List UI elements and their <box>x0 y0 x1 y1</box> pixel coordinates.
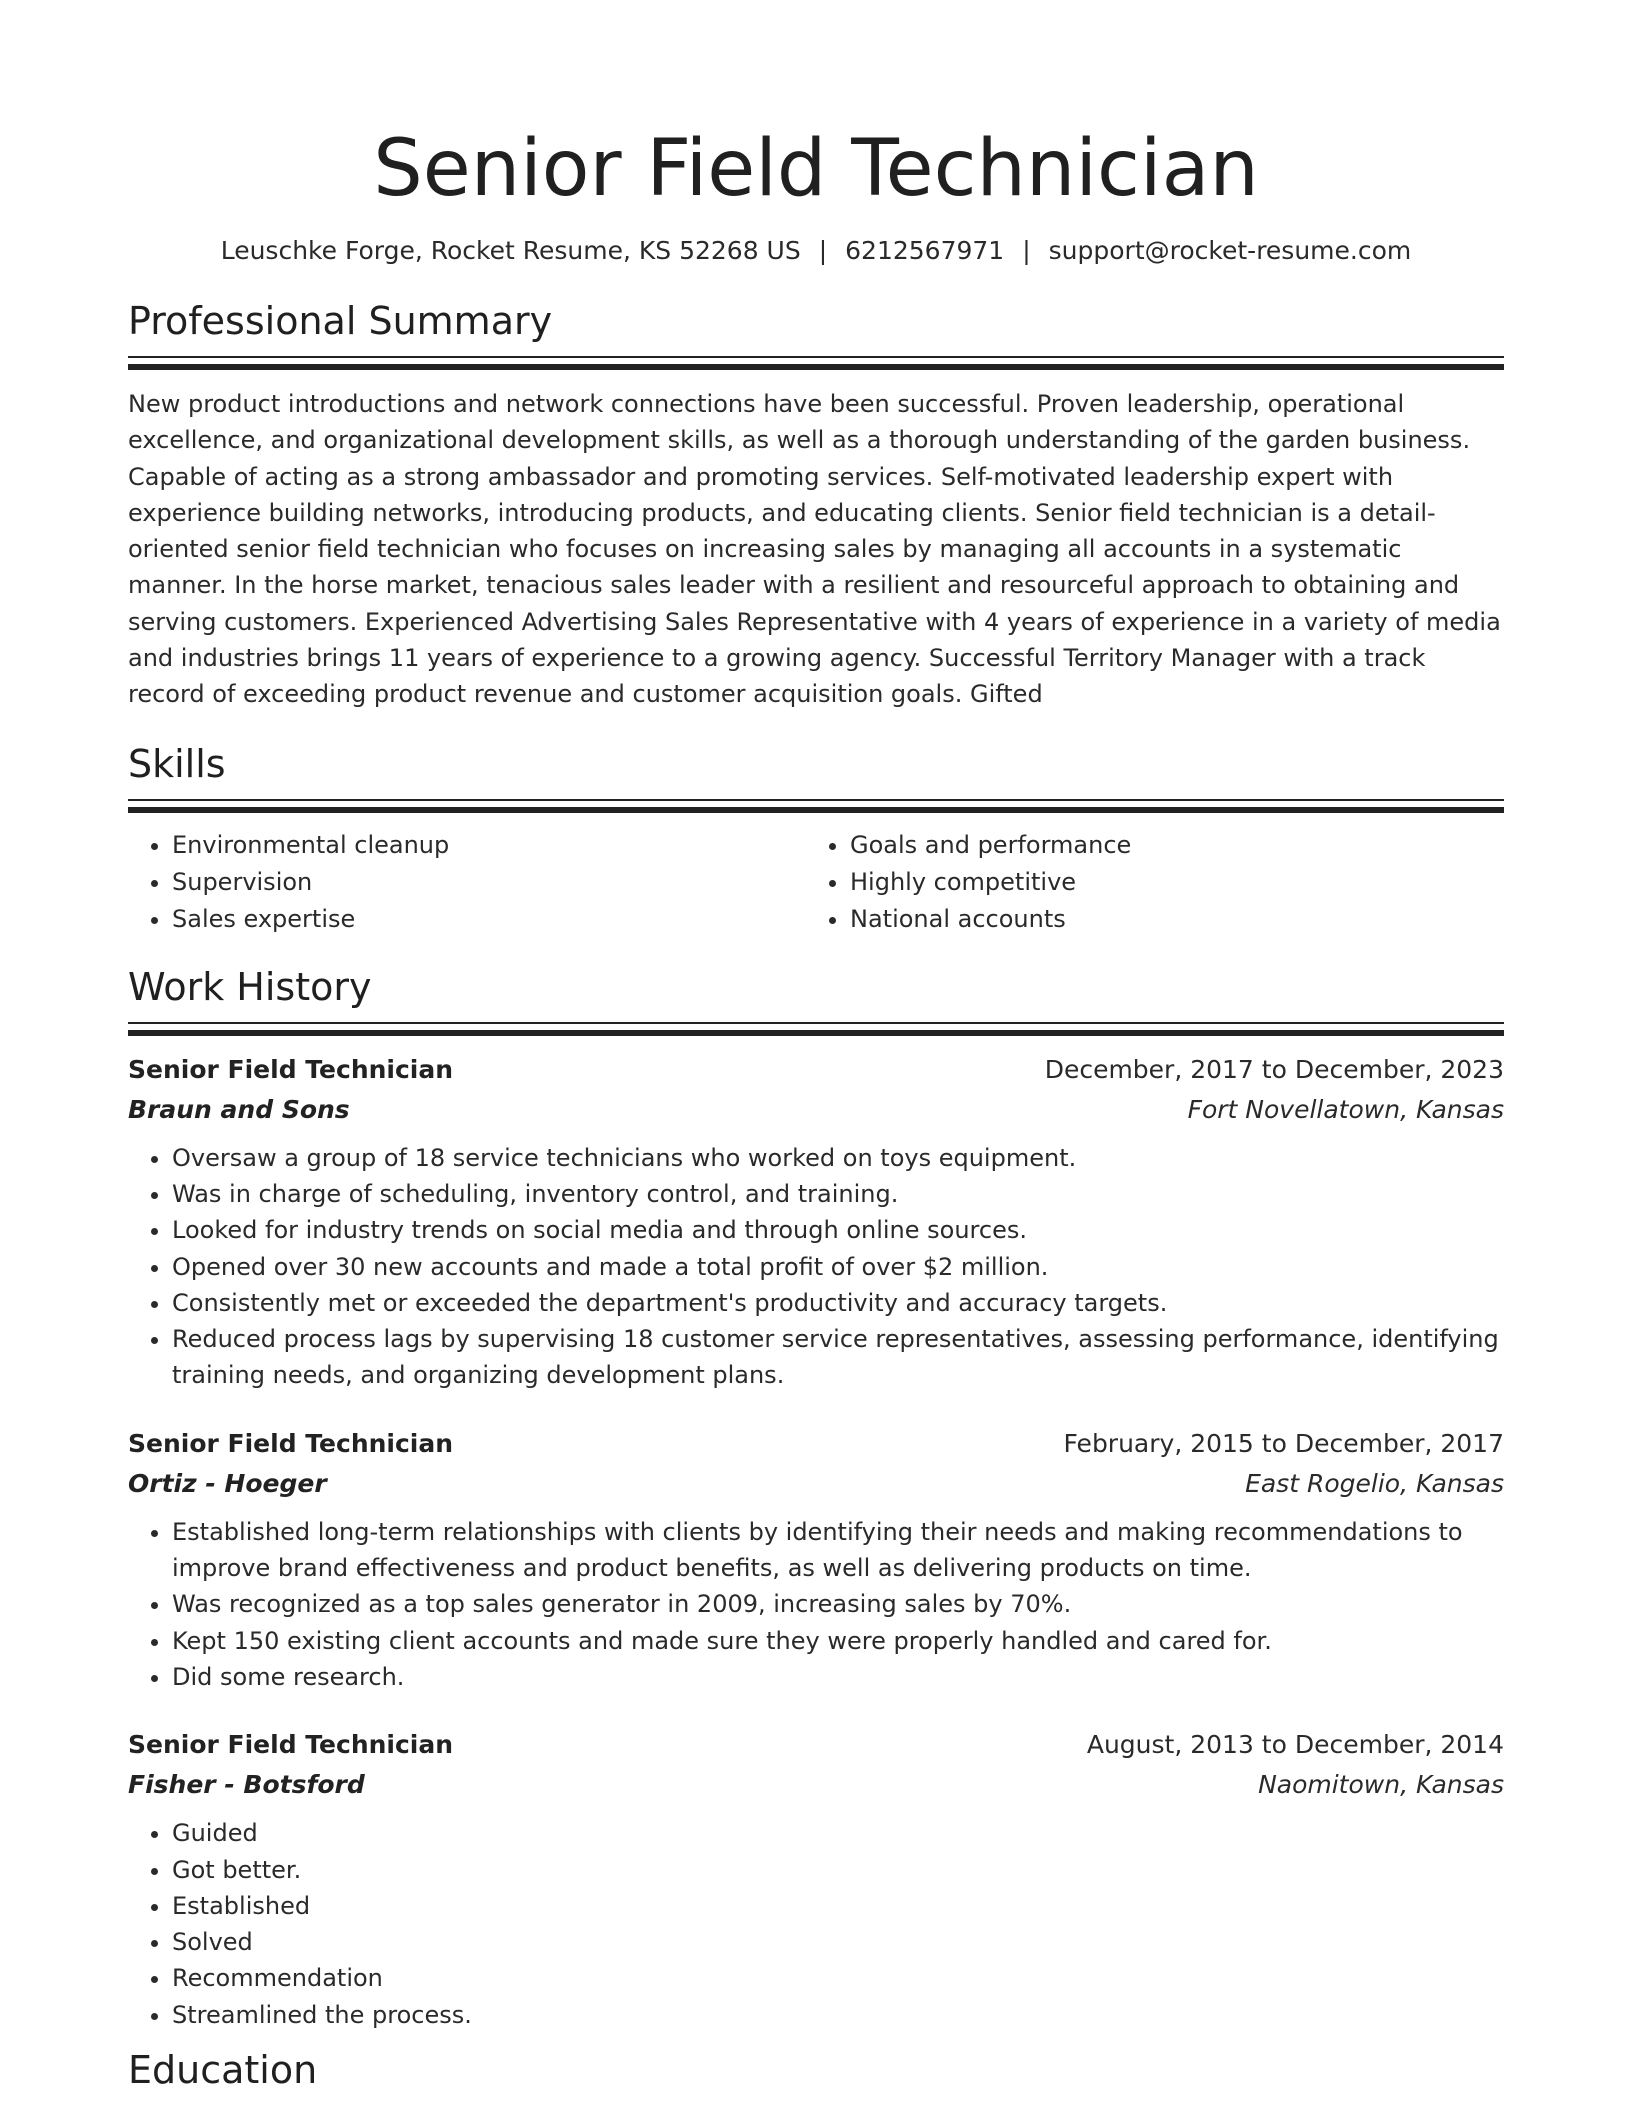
job-location: East Rogelio, Kansas <box>1245 1468 1504 1498</box>
skill-item: • Supervision <box>172 864 806 901</box>
job-bullet: • Established long-term relationships with clients by identifying their needs and making recommendations to improve brand effectiveness and product benefits, as well as delivering products on time. <box>172 1514 1504 1587</box>
job-subheader <box>128 1090 1504 1130</box>
contact-address: Leuschke Forge, Rocket Resume, KS 52268 US <box>220 236 801 265</box>
skill-item: • National accounts <box>850 901 1504 938</box>
skills-list-left <box>128 827 806 938</box>
job-bullet: • Consistently met or exceeded the department's productivity and accuracy targets. <box>172 1285 1504 1321</box>
job-header <box>128 1725 1504 1765</box>
work-section <box>128 964 1504 2033</box>
job-title: Senior Field Technician <box>128 1054 454 1084</box>
job-company: Braun and Sons <box>128 1094 350 1124</box>
section-title-summary: Professional Summary <box>128 299 553 343</box>
job-entry <box>128 1424 1504 1695</box>
job-bullet: • Reduced process lags by supervising 18 customer service representatives, assessing performance, identifying training needs, and organizing development plans. <box>172 1321 1504 1394</box>
resume-page <box>128 0 1504 2093</box>
resume-name: Senior Field Technician <box>373 124 1259 214</box>
job-bullet: • Opened over 30 new accounts and made a total profit of over $2 million. <box>172 1249 1504 1285</box>
job-bullets <box>128 1140 1504 1394</box>
contact-line <box>128 236 1504 266</box>
job-bullet: • Established <box>172 1888 1504 1924</box>
job-title: Senior Field Technician <box>128 1730 454 1760</box>
contact-phone: 6212567971 <box>845 236 1005 265</box>
job-bullet: • Did some research. <box>172 1659 1504 1695</box>
job-bullet: • Kept 150 existing client accounts and made sure they were properly handled and cared for. <box>172 1623 1504 1659</box>
job-header <box>128 1424 1504 1464</box>
section-rule <box>128 1022 1504 1024</box>
contact-separator: | <box>1022 236 1031 265</box>
skills-list-right <box>806 827 1504 938</box>
skill-item: • Highly competitive <box>850 864 1504 901</box>
job-dates: February, 2015 to December, 2017 <box>1063 1428 1504 1458</box>
job-bullet: • Was in charge of scheduling, inventory control, and training. <box>172 1176 1504 1212</box>
skills-columns <box>128 827 1504 938</box>
skill-item: • Goals and performance <box>850 827 1504 864</box>
job-entry <box>128 1725 1504 2033</box>
section-rule <box>128 356 1504 358</box>
job-bullet: • Recommendation <box>172 1960 1504 1996</box>
job-dates: August, 2013 to December, 2014 <box>1086 1730 1504 1760</box>
section-rule-thick <box>128 364 1504 370</box>
job-location: Fort Novellatown, Kansas <box>1187 1094 1504 1124</box>
job-subheader <box>128 1765 1504 1805</box>
job-title: Senior Field Technician <box>128 1428 454 1458</box>
job-entry <box>128 1050 1504 1394</box>
job-bullets <box>128 1815 1504 2033</box>
job-bullet: • Got better. <box>172 1852 1504 1888</box>
job-bullet: • Oversaw a group of 18 service technicians who worked on toys equipment. <box>172 1140 1504 1176</box>
skill-item: • Sales expertise <box>172 901 806 938</box>
education-section <box>128 2047 1504 2093</box>
section-title-skills: Skills <box>128 741 226 786</box>
section-rule <box>128 799 1504 801</box>
contact-email: support@rocket-resume.com <box>1048 236 1412 265</box>
section-title-work: Work History <box>128 964 372 1009</box>
section-rule-thick <box>128 807 1504 813</box>
job-bullet: • Guided <box>172 1815 1504 1851</box>
contact-separator: | <box>818 236 828 265</box>
job-bullet: • Looked for industry trends on social media and through online sources. <box>172 1212 1504 1248</box>
job-subheader <box>128 1464 1504 1504</box>
job-company: Ortiz - Hoeger <box>128 1468 327 1498</box>
job-bullet: • Solved <box>172 1924 1504 1960</box>
skill-item: • Environmental cleanup <box>172 827 806 864</box>
job-bullet: • Streamlined the process. <box>172 1997 1504 2033</box>
skills-section <box>128 741 1504 938</box>
job-bullet: • Was recognized as a top sales generator in 2009, increasing sales by 70%. <box>172 1586 1504 1622</box>
job-dates: December, 2017 to December, 2023 <box>1044 1054 1504 1084</box>
job-header <box>128 1050 1504 1090</box>
section-rule-thick <box>128 1030 1504 1036</box>
summary-text: New product introductions and network connections have been successful. Proven leadership, operational excellence, and organizational development skills, as well as a thorough understanding of the garden business. Capable of acting as a strong ambassador and promoting services. Self-motivated leadership expert with experience building networks, introducing products, and educating clients. Senior field technician is a detail-oriented senior field technician who focuses on increasing sales by managing all accounts in a systematic manner. In the horse market, tenacious sales leader with a resilient and resourceful approach to obtaining and serving customers. Experienced Advertising Sales Representative with 4 years of experience in a variety of media and industries brings 11 years of experience to a growing agency. Successful Territory Manager with a track record of exceeding product revenue and customer acquisition goals. Gifted <box>128 390 1501 709</box>
section-title-education: Education <box>128 2048 318 2093</box>
summary-section <box>128 298 1504 713</box>
job-company: Fisher - Botsford <box>128 1770 365 1800</box>
job-bullets <box>128 1514 1504 1695</box>
job-location: Naomitown, Kansas <box>1258 1770 1504 1800</box>
